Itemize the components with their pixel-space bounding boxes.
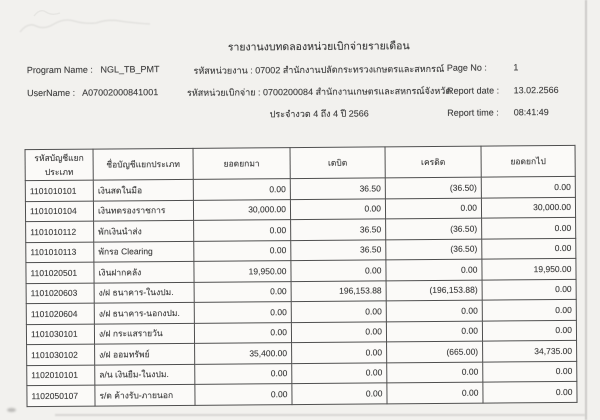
column-header: ชื่อบัญชีแยกประเภท bbox=[93, 148, 193, 180]
page-no-value: 1 bbox=[513, 62, 519, 73]
report-date-label: Report date : bbox=[447, 85, 500, 96]
amount-cell: 0.00 bbox=[387, 362, 483, 383]
program-name-label: Program Name : bbox=[26, 64, 93, 76]
amount-cell: 0.00 bbox=[386, 259, 482, 280]
page-no-label: Page No : bbox=[446, 62, 487, 73]
amount-cell: 196,153.88 bbox=[291, 280, 386, 301]
amount-cell: 0.00 bbox=[194, 302, 291, 323]
report-time-line bbox=[447, 107, 549, 118]
scan-speck bbox=[7, 408, 16, 412]
table-body bbox=[25, 176, 577, 406]
amount-cell: 0.00 bbox=[482, 320, 576, 341]
account-code-cell: 1101030101 bbox=[26, 324, 94, 345]
amount-cell: 0.00 bbox=[195, 363, 292, 384]
amount-cell: 36.50 bbox=[291, 239, 386, 260]
amount-cell: 0.00 bbox=[290, 198, 385, 219]
amount-cell: 0.00 bbox=[195, 384, 292, 405]
amount-cell: 0.00 bbox=[291, 321, 386, 342]
amount-cell: (36.50) bbox=[385, 177, 481, 198]
amount-cell: 0.00 bbox=[292, 342, 387, 363]
account-code-cell: 1101030102 bbox=[27, 344, 95, 365]
page-no-line bbox=[447, 62, 519, 73]
amount-cell: 0.00 bbox=[385, 198, 481, 219]
account-name-cell: เงินทดรองราชการ bbox=[93, 200, 193, 221]
report-time-value: 08:41:49 bbox=[513, 107, 549, 118]
account-name-cell: พักเงินนำส่ง bbox=[94, 220, 194, 241]
account-code-cell: 1101020501 bbox=[26, 262, 94, 283]
amount-cell: 0.00 bbox=[193, 179, 290, 200]
account-code-cell: 1101010101 bbox=[25, 180, 93, 201]
table-header-row bbox=[25, 145, 575, 180]
column-header: ยอดยกไป bbox=[481, 145, 575, 177]
amount-cell: 0.00 bbox=[194, 322, 291, 343]
account-code-cell: 1101010112 bbox=[26, 221, 94, 242]
column-header: เดบิต bbox=[290, 147, 385, 179]
account-code-cell: 1102010101 bbox=[27, 365, 95, 386]
amount-cell: 19,950.00 bbox=[194, 261, 291, 282]
amount-cell: 0.00 bbox=[387, 382, 483, 403]
amount-cell: 0.00 bbox=[194, 220, 291, 241]
amount-cell: 0.00 bbox=[292, 383, 387, 404]
amount-cell: 0.00 bbox=[194, 281, 291, 302]
agency-line: รหัสหน่วยงาน : 07002 สำนักงานปลัดกระทรวงเกษตรและสหกรณ์ bbox=[193, 63, 445, 76]
disburse-unit-line: รหัสหน่วยเบิกจ่าย : 0700200084 สำนักงานเกษตรและสหกรณ์จังหวัด bbox=[186, 85, 452, 98]
report-title: รายงานงบทดลองหน่วยเบิกจ่ายรายเดือน bbox=[227, 40, 410, 54]
page-edge-shadow-bottom bbox=[55, 414, 585, 416]
account-code-cell: 1101010104 bbox=[25, 201, 93, 222]
report-date-line bbox=[447, 85, 559, 96]
account-name-cell: เงินสดในมือ bbox=[93, 179, 193, 200]
account-name-cell: ร/ด ค้างรับ-ภายนอก bbox=[95, 384, 195, 405]
account-name-cell: ง/ฝ กระแสรายวัน bbox=[94, 323, 194, 344]
amount-cell: 0.00 bbox=[483, 361, 577, 382]
amount-cell: 34,735.00 bbox=[483, 340, 577, 361]
program-name-value: NGL_TB_PMT bbox=[100, 64, 160, 75]
amount-cell: (36.50) bbox=[386, 239, 482, 260]
amount-cell: 30,000.00 bbox=[481, 197, 575, 218]
amount-cell: 19,950.00 bbox=[482, 258, 576, 279]
amount-cell: 36.50 bbox=[291, 219, 386, 240]
amount-cell: 0.00 bbox=[291, 260, 386, 281]
amount-cell: 0.00 bbox=[482, 238, 576, 259]
amount-cell: 36.50 bbox=[290, 178, 385, 199]
page-edge-shadow-right bbox=[585, 0, 587, 420]
account-code-cell: 1101020604 bbox=[26, 303, 94, 324]
column-header: เครดิต bbox=[385, 146, 481, 178]
report-time-label: Report time : bbox=[447, 107, 499, 118]
account-name-cell: เงินฝากคลัง bbox=[94, 261, 194, 282]
account-code-cell: 1101020603 bbox=[26, 283, 94, 304]
trial-balance-table bbox=[25, 145, 578, 407]
amount-cell: 30,000.00 bbox=[193, 199, 290, 220]
amount-cell: (36.50) bbox=[386, 218, 482, 239]
account-code-cell: 1102050107 bbox=[27, 385, 95, 406]
amount-cell: 0.00 bbox=[481, 176, 575, 197]
amount-cell: 0.00 bbox=[292, 362, 387, 383]
column-header: ยอดยกมา bbox=[193, 148, 290, 180]
amount-cell: (196,153.88) bbox=[386, 280, 482, 301]
account-name-cell: ง/ฝ ออมทรัพย์ bbox=[95, 343, 195, 364]
account-name-cell: ล/น เงินยืม-ในงปม. bbox=[95, 364, 195, 385]
column-header: รหัสบัญชีแยกประเภท bbox=[25, 149, 93, 181]
amount-cell: 0.00 bbox=[386, 300, 482, 321]
amount-cell: (665.00) bbox=[387, 341, 483, 362]
account-name-cell: ง/ฝ ธนาคาร-ในงปม. bbox=[94, 282, 194, 303]
amount-cell: 0.00 bbox=[482, 217, 576, 238]
account-code-cell: 1101010113 bbox=[26, 242, 94, 263]
amount-cell: 0.00 bbox=[482, 299, 576, 320]
amount-cell: 0.00 bbox=[483, 381, 577, 402]
amount-cell: 0.00 bbox=[482, 279, 576, 300]
username-value: A07002000841001 bbox=[82, 87, 159, 98]
report-date-value: 13.02.2566 bbox=[513, 84, 559, 96]
amount-cell: 35,400.00 bbox=[195, 343, 292, 364]
amount-cell: 0.00 bbox=[386, 321, 482, 342]
amount-cell: 0.00 bbox=[291, 301, 386, 322]
account-name-cell: ง/ฝ ธนาคาร-นอกงปม. bbox=[94, 302, 194, 323]
amount-cell: 0.00 bbox=[194, 240, 291, 261]
username-label: UserName : bbox=[27, 87, 76, 99]
period-line: ประจำงวด 4 ถึง 4 ปี 2566 bbox=[269, 108, 369, 120]
table-row bbox=[27, 381, 577, 406]
account-name-cell: พักรอ Clearing bbox=[94, 241, 194, 262]
